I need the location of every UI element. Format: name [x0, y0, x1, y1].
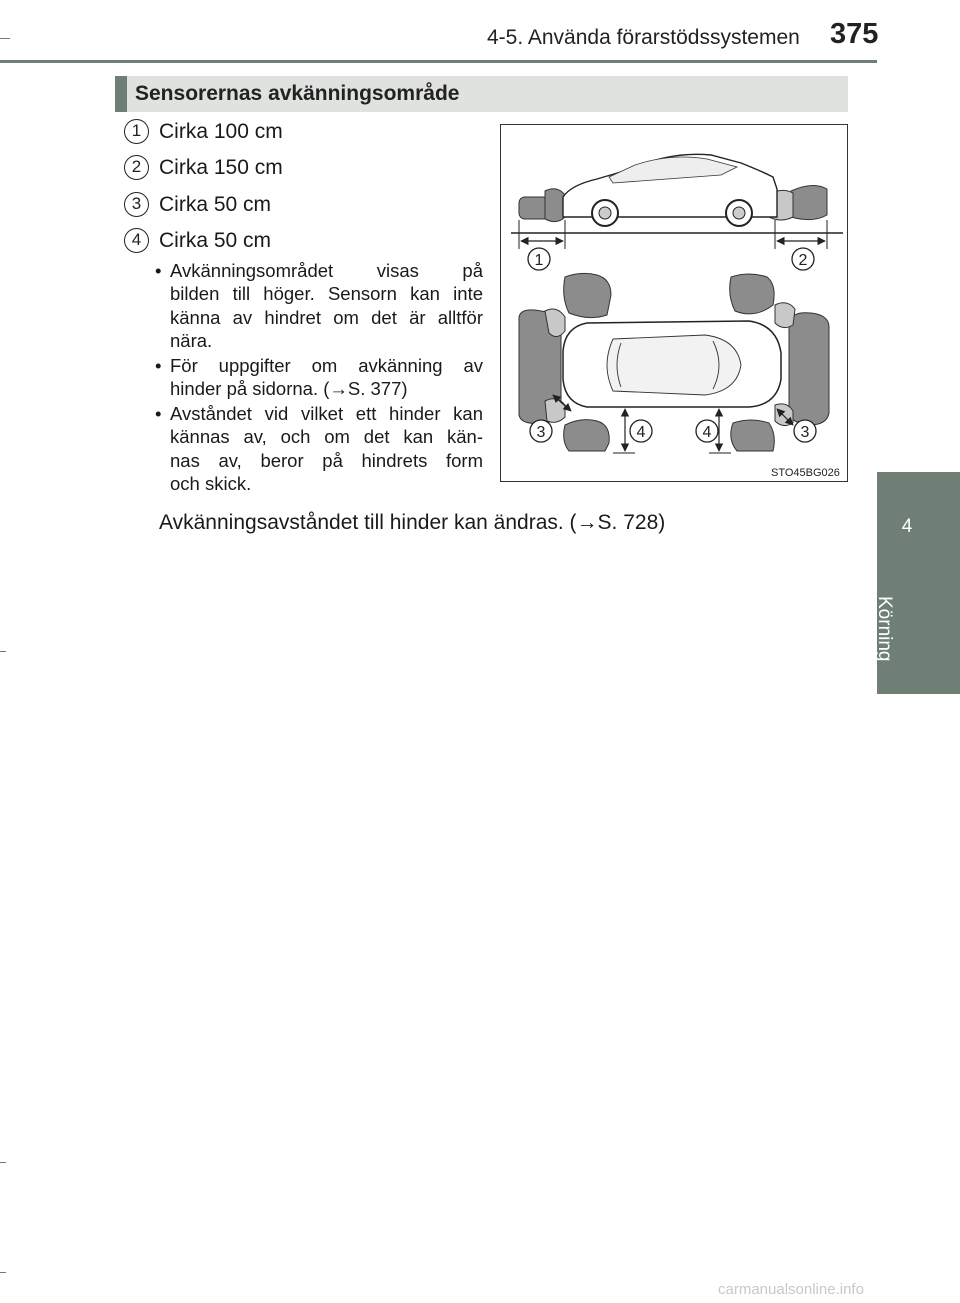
crop-mark: [0, 38, 10, 39]
section-reference: 4-5. Använda förarstödssystemen: [487, 26, 800, 49]
front-side-zone-top: [564, 273, 611, 317]
page-number: 375: [830, 18, 879, 50]
rear-side-zone-bottom: [731, 420, 775, 451]
sensor-range-figure: [500, 124, 848, 482]
item-text: Cirka 100 cm: [159, 120, 283, 143]
bullet-line: För uppgifter om avkänning av: [170, 355, 483, 376]
front-wheel-hub: [599, 207, 611, 219]
rear-zone-outer: [791, 185, 827, 219]
bullet-line: Avståndet vid vilket ett hinder kan: [170, 403, 483, 424]
top-view: [519, 273, 829, 453]
item-number-badge: 3: [124, 192, 149, 217]
side-view: [511, 154, 843, 270]
sensor-range-diagram: [501, 125, 847, 481]
item-text: Cirka 50 cm: [159, 193, 272, 216]
chapter-number: 4: [901, 516, 913, 537]
callout-4-left-label: 4: [636, 424, 646, 441]
callout-3-left-label: 3: [536, 424, 546, 441]
bullet-line: och skick.: [170, 473, 252, 495]
callout-1-label: 1: [534, 252, 544, 269]
car-top-cabin: [607, 335, 741, 395]
bullet-dot: •: [155, 355, 162, 376]
section-heading: [115, 76, 848, 112]
bullet-note: [153, 402, 483, 496]
rear-zone-center: [789, 313, 829, 425]
callout-4-right-label: 4: [702, 424, 712, 441]
chapter-tab[interactable]: [874, 472, 960, 694]
front-zone-inner: [545, 189, 565, 222]
distance-note: Avkänningsavståndet till hinder kan ändras. (→S. 728): [159, 511, 666, 534]
crop-mark: [0, 1162, 6, 1163]
bullet-line: Avkänningsområdet visas på: [170, 260, 483, 281]
item-number-badge: 2: [124, 155, 149, 180]
watermark: carmanualsonline.info: [718, 1281, 864, 1298]
bullet-dot: •: [155, 403, 162, 424]
crop-mark: [0, 1272, 6, 1273]
bullet-line: hinder på sidorna. (→S. 377): [170, 378, 408, 400]
bullet-line: kännas av, och om det kan kän-: [170, 426, 483, 448]
figure-id: STO45BG026: [771, 467, 840, 479]
section-title: Sensorernas avkänningsområde: [135, 82, 460, 105]
header-rule: [0, 60, 877, 63]
rear-wheel-hub: [733, 207, 745, 219]
bullet-line: bilden till höger. Sensorn kan inte: [170, 283, 483, 305]
rear-side-zone-top: [730, 274, 774, 314]
item-text: Cirka 150 cm: [159, 156, 283, 179]
bullet-line: nas av, beror på hindrets form: [170, 449, 483, 471]
chapter-label: Körning: [874, 596, 895, 662]
bullet-dot: •: [155, 260, 162, 281]
bullet-line: nära.: [170, 330, 213, 352]
callout-2-label: 2: [798, 252, 808, 269]
callout-3-right-label: 3: [800, 424, 810, 441]
item-number-badge: 1: [124, 119, 149, 144]
bullet-note: [153, 354, 483, 401]
crop-mark: [0, 651, 6, 652]
bullet-line: känna av hindret om det är alltför: [170, 306, 483, 328]
front-side-zone-bottom: [564, 420, 610, 451]
item-text: Cirka 50 cm: [159, 229, 272, 252]
rear-zone-corner-top: [775, 303, 795, 328]
item-number-badge: 4: [124, 228, 149, 253]
bullet-note: [153, 259, 483, 353]
